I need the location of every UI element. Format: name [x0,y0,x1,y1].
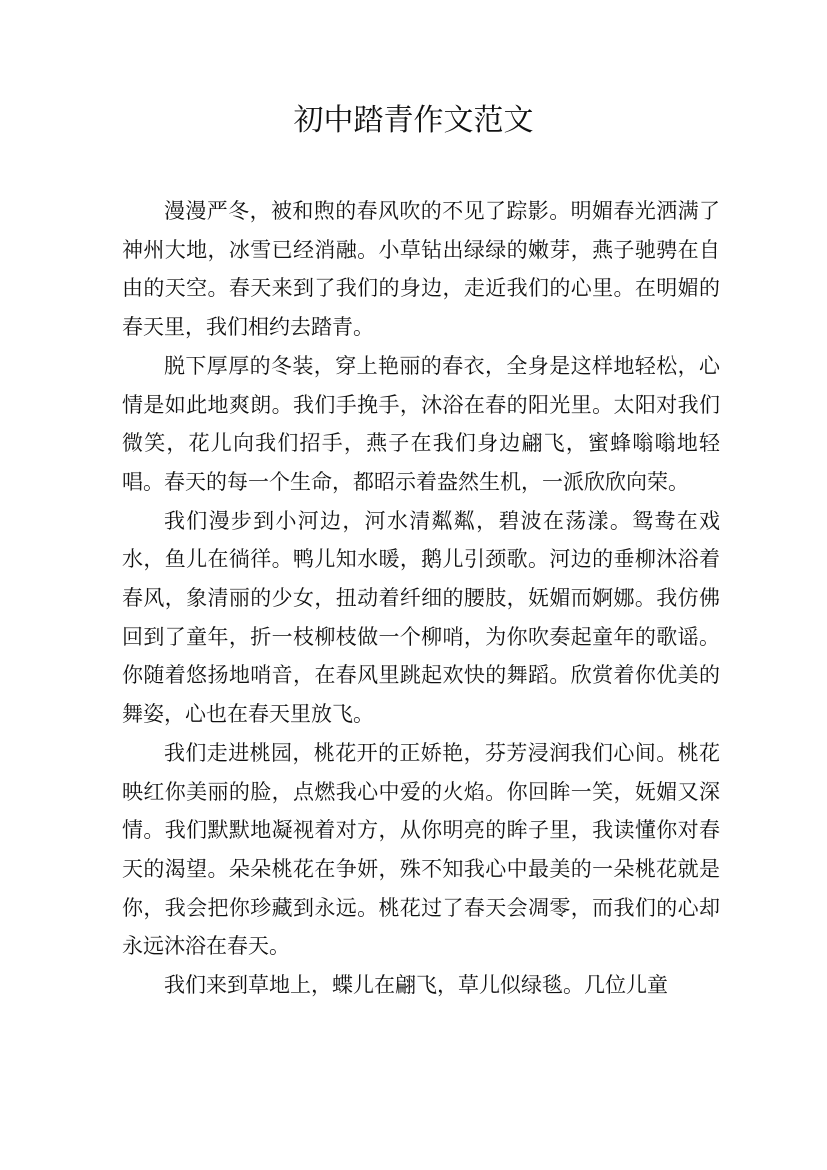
document-body [122,192,720,1005]
paragraph-1: 漫漫严冬，被和煦的春风吹的不见了踪影。明媚春光洒满了神州大地，冰雪已经消融。小草钻出绿绿的嫩芽，燕子驰骋在自由的天空。春天来到了我们的身边，走近我们的心里。在明媚的春天里，我们相约去踏青。 [122,199,720,340]
paragraph-3: 我们漫步到小河边，河水清粼粼，碧波在荡漾。鸳鸯在戏水，鱼儿在徜徉。鸭儿知水暖，鹅儿引颈歌。河边的垂柳沐浴着春风，象清丽的少女，扭动着纤细的腰肢，妩媚而婀娜。我仿佛回到了童年，折一枝柳枝做一个柳哨，为你吹奏起童年的歌谣。你随着悠扬地哨音，在春风里跳起欢快的舞蹈。欣赏着你优美的舞姿，心也在春天里放飞。 [122,508,720,727]
paragraph-5: 我们来到草地上，蝶儿在翩飞，草儿似绿毯。几位儿童 [164,973,668,998]
paragraph-4: 我们走进桃园，桃花开的正娇艳，芬芳浸润我们心间。桃花映红你美丽的脸，点燃我心中爱的火焰。你回眸一笑，妩媚又深情。我们默默地凝视着对方，从你明亮的眸子里，我读懂你对春天的渴望。朵朵桃花在争妍，殊不知我心中最美的一朵桃花就是你，我会把你珍藏到永远。桃花过了春天会凋零，而我们的心却永远沐浴在春天。 [122,740,720,959]
paragraph-2: 脱下厚厚的冬装，穿上艳丽的春衣，全身是这样地轻松，心情是如此地爽朗。我们手挽手，沐浴在春的阳光里。太阳对我们微笑，花儿向我们招手，燕子在我们身边翩飞，蜜蜂嗡嗡地轻唱。春天的每一个生命，都昭示着盎然生机，一派欣欣向荣。 [122,353,720,494]
document-title: 初中踏青作文范文 [293,103,534,138]
